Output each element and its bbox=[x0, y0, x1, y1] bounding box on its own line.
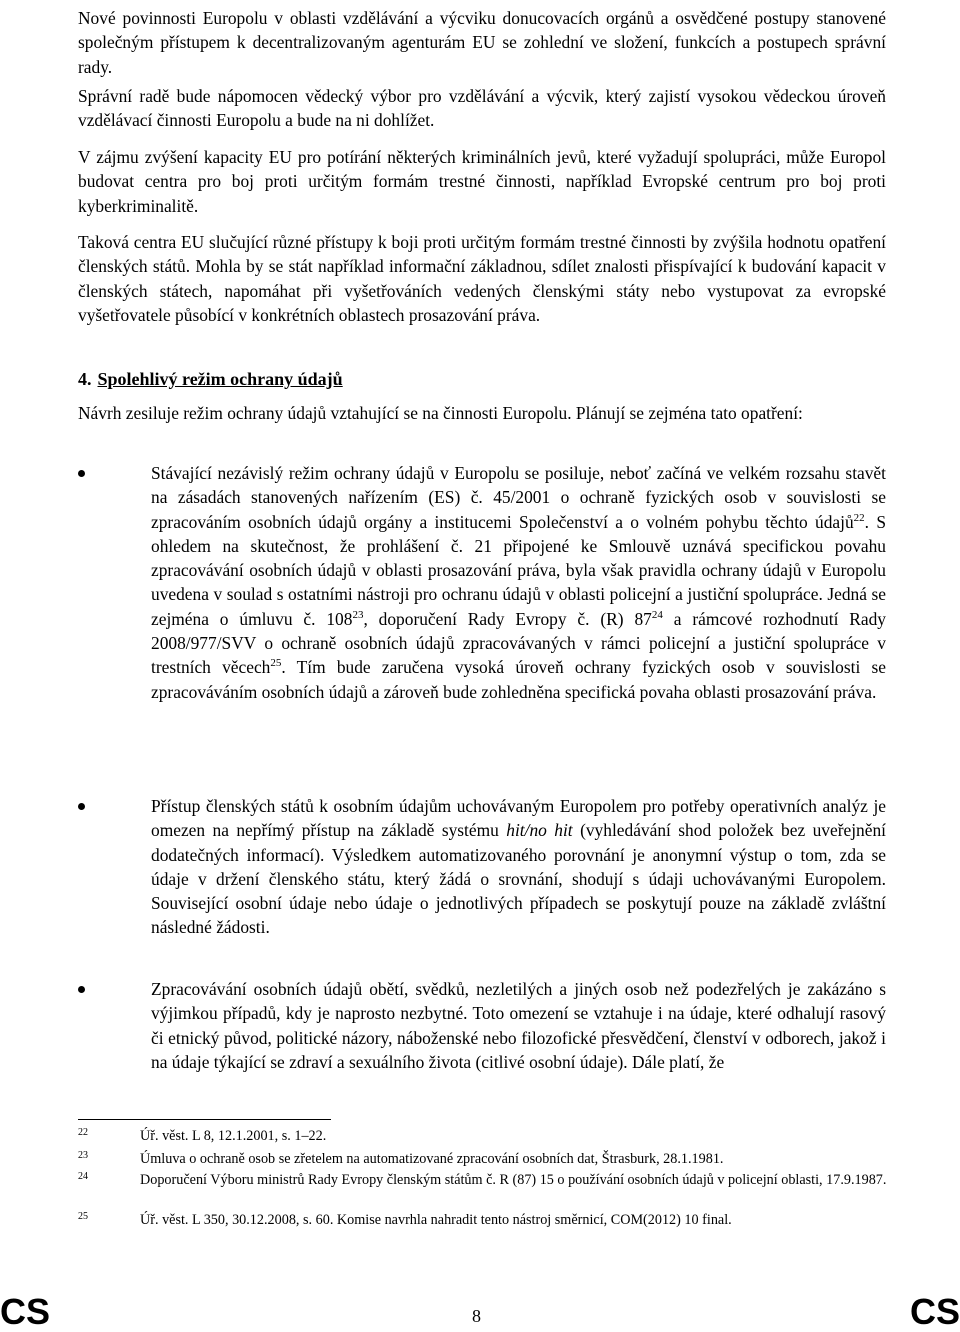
footer-language-right: CS bbox=[909, 1291, 960, 1332]
footnote-ref[interactable]: 24 bbox=[651, 608, 663, 621]
bullet-icon bbox=[78, 986, 85, 993]
footnote-ref[interactable]: 23 bbox=[352, 608, 364, 621]
bullet-text: Zpracovávání osobních údajů obětí, svědků, nezletilých a jiných osob než podezřelých je zakázáno s výjimkou případů, kdy je naprosto nezbytné. Toto omezení se vztahuje i na údaje, které odhalují rasový či etnický původ, politické názory, náboženské nebo filozofické přesvědčení, členství v odborech, jakož i na údaje týkající se zdraví a sexuálního života (citlivé osobní údaje). Dále platí, že bbox=[151, 979, 886, 1072]
footnote: 23 Úmluva o ochraně osob se zřetelem na automatizované zpracování osobních dat, Štrasburk, 28.1.1981. bbox=[78, 1150, 724, 1167]
bullet-text: Stávající nezávislý režim ochrany údajů v Europolu se posiluje, neboť začíná ve velkém rozsahu stavět na zásadách stanovených nařízením (ES) č. 45/2001 o ochraně fyzických osob v souvislosti se zpracováním osobních údajů orgány a institucemi Společenství a o volném pohybu těchto údajů$^{22}$. S ohledem na skutečnost, že prohlášení č. 21 připojené ke Smlouvě uznává specifickou povahu zpracovávání osobních údajů v oblasti prosazování práva, byla však pravidla ochrany údajů v Europolu uvedena v soulad s ostatními nástroji pro ochranu údajů v oblasti policejní a justiční spolupráce. Jedná se zejména o úmluvu č. $108^{23}$, doporučení Rady Evropy č. (R) $87^{24}$ a rámcové rozhodnutí Rady 2008/977/SVV o ochraně osobních údajů zpracovávaných v rámci policejní a justiční spolupráce v trestních věcech$^{25}$. Tím bude zaručena vysoká úroveň ochrany fyzických osob v souvislosti se zpracováváním osobních údajů a zároveň bude zohledněna specifická povaha oblasti prosazování práva. bbox=[151, 463, 886, 702]
footer-language-left: CS bbox=[0, 1291, 51, 1332]
paragraph-eu-centres: V zájmu zvýšení kapacity EU pro potírání některých kriminálních jevů, které vyžadují spolupráci, může Europol budovat centra pro boj proti určitým formám trestné činnosti, například Evropské centrum pro boj proti kyberkriminalitě. bbox=[78, 147, 886, 216]
footnote-separator bbox=[78, 1119, 331, 1120]
bullet-icon bbox=[78, 470, 85, 477]
section-number: 4. bbox=[78, 369, 92, 389]
footnote: 24 Doporučení Výboru ministrů Rady Evropy členským státům č. R (87) 15 o používání osobních údajů v policejní oblasti, 17.9.1987. bbox=[78, 1171, 887, 1188]
footnote-ref[interactable]: 22 bbox=[853, 511, 865, 524]
section-heading bbox=[78, 367, 343, 391]
paragraph-training-obligations: Nové povinnosti Europolu v oblasti vzdělávání a výcviku donucovacích orgánů a osvědčené postupy stanovené společným přístupem k decentralizovaným agenturám EU se zohlední ve složení, funkcích a postupech správní rady. bbox=[78, 8, 886, 77]
bullet-icon bbox=[78, 803, 85, 810]
bullet-text: Přístup členských států k osobním údajům uchovávaným Europolem pro potřeby operativních analýz je omezen na nepřímý přístup na základě systému hit/no hit (vyhledávání shod položek bez uveřejnění dodatečných informací). Výsledkem automatizovaného porovnání je anonymní výstup o tom, zda se údaje v držení členského státu, který žádá o srovnání, shodují s údaji uchovávanými Europolem. Související osobní údaje nebo údaje o jednotlivých případech se poskytují pouze na základě zvláštní následné žádosti. bbox=[151, 796, 886, 938]
paragraph-proposal-intro: Návrh zesiluje režim ochrany údajů vztahující se na činnosti Europolu. Plánují se zejména tato opatření: bbox=[78, 403, 803, 423]
page-number: 8 bbox=[472, 1306, 481, 1326]
paragraph-centres-value: Taková centra EU slučující různé přístupy k boji proti určitým formám trestné činnosti by zvýšila hodnotu opatření členských států. Mohla by se stát například informační základnou, sdílet znalosti přispívající k budování kapacit v členských státech, napomáhat při vyšetřováních vedených členskými státy nebo vystupovat za evropské vyšetřovatele působící v konkrétních oblastech prosazování práva. bbox=[78, 232, 886, 325]
footnote-ref[interactable]: 25 bbox=[270, 657, 282, 670]
paragraph-scientific-committee: Správní radě bude nápomocen vědecký výbor pro vzdělávání a výcvik, který zajistí vysokou vědeckou úroveň vzdělávací činnosti Europolu a bude na ni dohlížet. bbox=[78, 86, 886, 131]
section-title: Spolehlivý režim ochrany údajů bbox=[97, 369, 343, 389]
footnote: 25 Úř. věst. L 350, 30.12.2008, s. 60. Komise navrhla nahradit tento nástroj směrnicí, COM(2012) 10 final. bbox=[78, 1211, 732, 1228]
footnote: 22 Úř. věst. L 8, 12.1.2001, s. 1–22. bbox=[78, 1127, 327, 1144]
